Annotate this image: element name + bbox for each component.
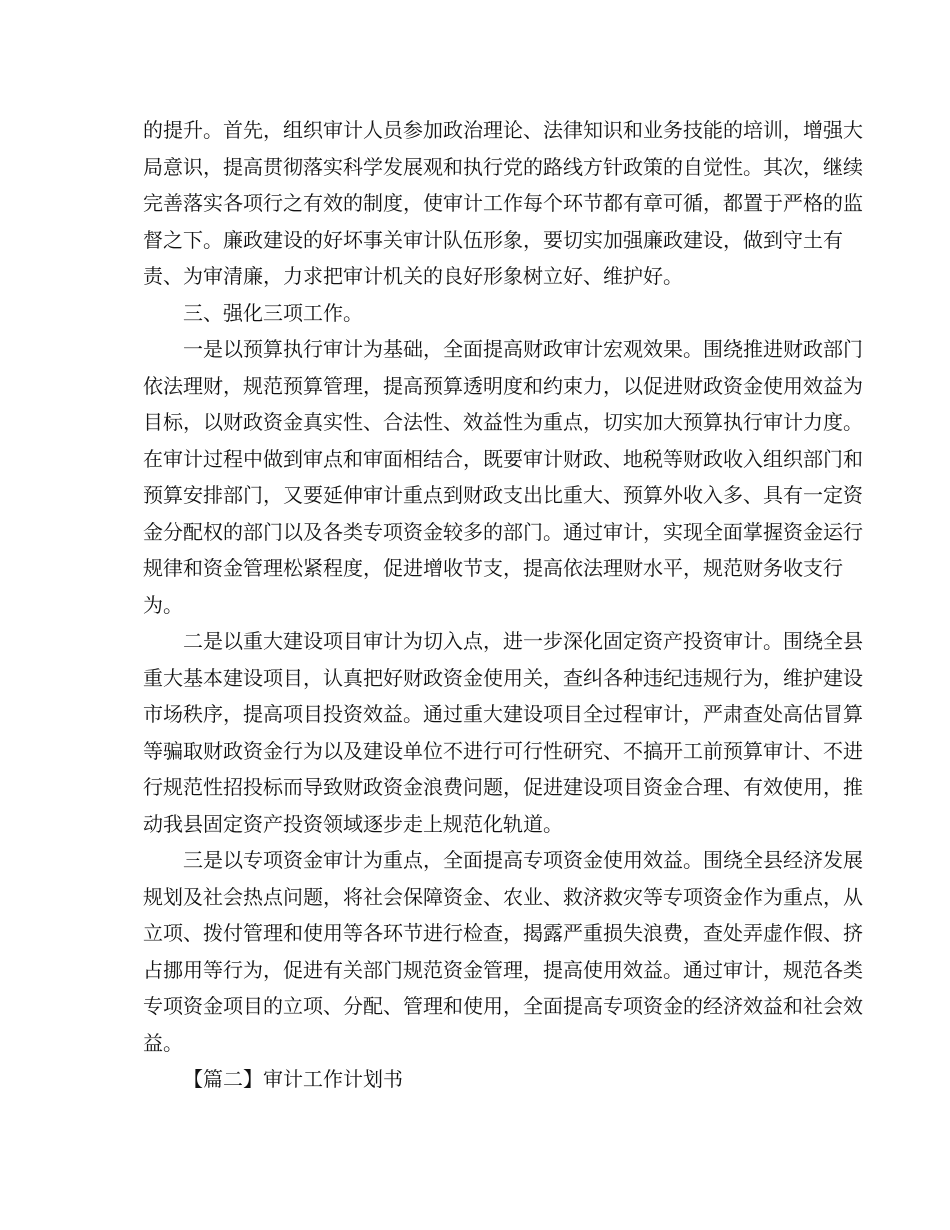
text-line: 责、为审清廉，力求把审计机关的良好形象树立好、维护好。 [143,264,683,288]
text-line: 重大基本建设项目，认真把好财政资金使用关，查纠各种违纪违规行为，维护建设 [143,665,863,690]
paragraph [143,295,811,332]
text-line: 二是以重大建设项目审计为切入点，进一步深化固定资产投资审计。围绕全县 [183,629,863,653]
text-line: 三是以专项资金审计为重点，全面提高专项资金使用效益。围绕全县经济发展 [183,848,863,872]
text-line: 三、强化三项工作。 [183,300,363,325]
text-line: 动我县固定资产投资领域逐步走上规范化轨道。 [143,811,563,836]
text-line: 依法理财，规范预算管理，提高预算透明度和约束力，以促进财政资金使用效益为 [143,373,863,398]
text-line: 立项、拨付管理和使用等各环节进行检查，揭露严重损失浪费，查处弄虚作假、挤 [143,921,863,945]
text-line: 完善落实各项行之有效的制度，使审计工作每个环节都有章可循，都置于严格的监 [143,191,863,215]
text-line: 为。 [143,592,183,617]
text-line: 金分配权的部门以及各类专项资金较多的部门。通过审计，实现全面掌握资金运行 [143,519,863,544]
paragraph [143,331,863,623]
text-line: 一是以预算执行审计为基础，全面提高财政审计宏观效果。围绕推进财政部门 [183,337,863,361]
text-line: 益。 [143,1030,183,1055]
text-line: 【篇二】审计工作计划书 [183,1067,403,1091]
text-line: 督之下。廉政建设的好坏事关审计队伍形象，要切实加强廉政建设，做到守土有 [143,227,843,252]
paragraph [143,1061,811,1098]
text-line: 占挪用等行为，促进有关部门规范资金管理，提高使用效益。通过审计，规范各类 [143,957,863,982]
paragraph [143,623,863,842]
text-line: 局意识，提高贯彻落实科学发展观和执行党的路线方针政策的自觉性。其次，继续 [143,154,863,179]
text-line: 专项资金项目的立项、分配、管理和使用，全面提高专项资金的经济效益和社会效 [143,994,863,1018]
paragraph [143,842,863,1061]
text-line: 规律和资金管理松紧程度，促进增收节支，提高依法理财水平，规范财务收支行 [143,556,843,580]
document-body [143,112,863,1098]
text-line: 规划及社会热点问题，将社会保障资金、农业、救济救灾等专项资金作为重点，从 [143,884,863,909]
text-line: 预算安排部门，又要延伸审计重点到财政支出比重大、预算外收入多、具有一定资 [143,483,863,507]
text-line: 行规范性招投标而导致财政资金浪费问题，促进建设项目资金合理、有效使用，推 [143,775,863,799]
text-line: 市场秩序，提高项目投资效益。通过重大建设项目全过程审计，严肃查处高估冒算 [143,702,863,726]
text-line: 等骗取财政资金行为以及建设单位不进行可行性研究、不搞开工前预算审计、不进 [143,738,863,763]
paragraph [143,112,863,295]
text-line: 在审计过程中做到审点和审面相结合，既要审计财政、地税等财政收入组织部门和 [143,446,863,471]
text-line: 的提升。首先，组织审计人员参加政治理论、法律知识和业务技能的培训，增强大 [143,118,863,142]
text-line: 目标，以财政资金真实性、合法性、效益性为重点，切实加大预算执行审计力度。 [143,410,863,434]
